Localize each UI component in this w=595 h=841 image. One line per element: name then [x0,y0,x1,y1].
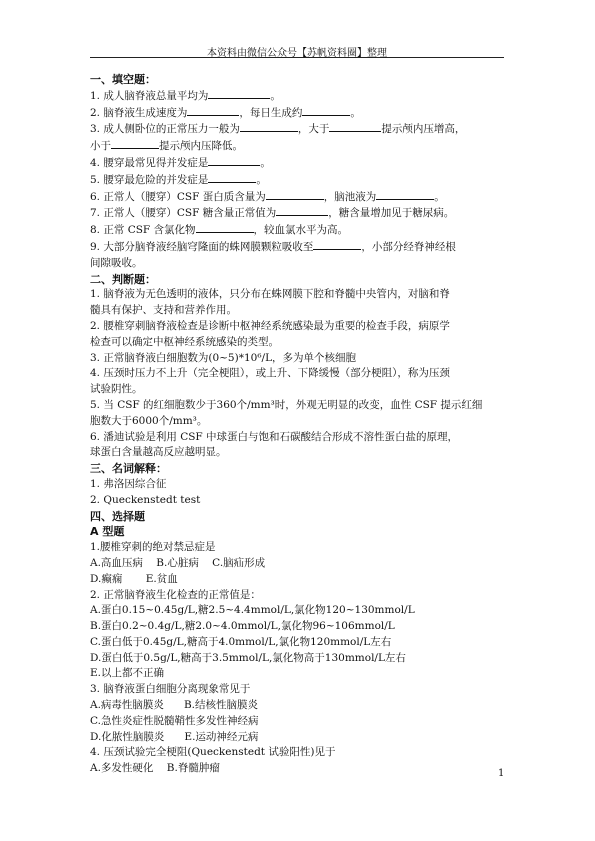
choice-options: A.高血压病 B.心脏病 C.脑疝形成 [90,556,266,569]
document-body [90,72,508,777]
term: 1. 弗洛因综合征 [90,477,167,490]
answer-blank [208,172,256,183]
answer-blank [196,222,254,233]
choice-options: D.化脓性脑膜炎 E.运动神经元病 [90,730,259,743]
choice-question: 2. 正常脑脊液生化检查的正常值是： [90,588,261,601]
section-title-fill-blank: 一、填空题： [90,73,156,86]
answer-blank [376,189,434,200]
statement: 4. 压颈时压力不上升（完全梗阻），或上升、下降缓慢（部分梗阻），称为压颈 [90,367,450,380]
term: 2. Queckenstedt test [90,493,201,506]
choice-option: A.蛋白0.15~0.45g/L,糖2.5~4.4mmol/L,氯化物120~130mmol/L [90,604,415,617]
answer-blank [313,239,361,250]
choice-options: A.病毒性脑膜炎 B.结核性脑膜炎 [90,699,258,712]
statement: 6. 潘迪试验是利用 CSF 中球蛋白与饱和石碳酸结合形成不溶性蛋白盐的原理， [90,430,459,443]
question: 6. 正常人（腰穿）CSF 蛋白质含量为 ，脑池液为 。 [90,190,445,203]
choice-option: E.以上都不正确 [90,667,165,680]
question: 7. 正常人（腰穿）CSF 糖含量正常值为 ，糖含量增加见于糖尿病。 [90,207,455,220]
answer-blank [187,105,239,116]
question-continued: 间隙吸收。 [90,256,143,269]
section-title-choice: 四、选择题 [90,509,145,523]
subsection-title: A 型题 [90,525,125,539]
choice-option: C.蛋白低于0.45g/L,糖高于4.0mmol/L,氯化物120mmol/L左右 [90,635,392,648]
question: 1. 成人脑脊液总量平均为 。 [90,89,281,102]
choice-option: B.蛋白0.2~0.4g/L,糖2.0~4.0mmol/L,氯化物96~106mmol/L [90,620,395,633]
choice-option: C.急性炎症性脱髓鞘性多发性神经病 [90,714,259,727]
statement: 5. 当 CSF 的红细胞数少于360个/mm³时，外观无明显的改变，血性 CSF 提示红细 [90,398,483,411]
page-number: 1 [498,768,505,779]
choice-question: 1.腰椎穿刺的绝对禁忌症是 [90,541,216,554]
answer-blank [329,121,381,132]
choice-options: D.癫痫 E.贫血 [90,572,178,585]
statement: 1. 脑脊液为无色透明的液体，只分布在蛛网膜下腔和脊髓中央管内，对脑和脊 [90,288,450,301]
statement: 2. 腰椎穿刺脑脊液检查是诊断中枢神经系统感染最为重要的检查手段，病原学 [90,319,450,332]
answer-blank [266,189,324,200]
section-title-definitions: 三、名词解释： [90,462,167,476]
statement: 3. 正常脑脊液白细胞数为(0~5)*10⁶/L，多为单个核细胞 [90,351,357,364]
question: 4. 腰穿最常见得并发症是 。 [90,156,271,169]
question-continued: 小于 提示颅内压降低。 [90,140,243,153]
answer-blank [302,105,350,116]
choice-options: A.多发性硬化 B.脊髓肿瘤 [90,762,220,775]
statement-continued: 胞数大于6000个/mm³。 [90,414,208,427]
question: 8. 正常 CSF 含氯化物 ，较血氯水平为高。 [90,224,349,237]
document-header: 本资料由微信公众号【苏帆资料圈】整理 [207,48,387,59]
question: 9. 大部分脑脊液经脑穹隆面的蛛网膜颗粒吸收至 ，小部分经脊神经根 [90,240,456,253]
choice-option: D.蛋白低于0.5g/L,糖高于3.5mmol/L,氯化物高于130mmol/L左右 [90,651,406,664]
question: 3. 成人侧卧位的正常压力一般为 ，大于 提示颅内压增高， [90,123,466,136]
choice-question: 3. 脑脊液蛋白细胞分离现象常见于 [90,683,251,696]
answer-blank [208,88,270,99]
statement-continued: 球蛋白含量越高反应越明显。 [90,446,227,459]
answer-blank [111,138,159,149]
header-divider [90,57,504,58]
answer-blank [208,155,260,166]
question: 2. 脑脊液生成速度为 ，每日生成约 。 [90,106,361,119]
statement-continued: 检查可以确定中枢神经系统感染的类型。 [90,335,279,348]
answer-blank [240,121,298,132]
statement-continued: 试验阴性。 [90,383,143,396]
answer-blank [276,205,328,216]
section-title-true-false: 二、判断题： [90,272,156,286]
question: 5. 腰穿最危险的并发症是 。 [90,173,267,186]
statement-continued: 髓具有保护、支持和营养作用。 [90,304,237,317]
choice-question: 4. 压颈试验完全梗阻(Queckenstedt 试验阳性)见于 [90,746,336,759]
